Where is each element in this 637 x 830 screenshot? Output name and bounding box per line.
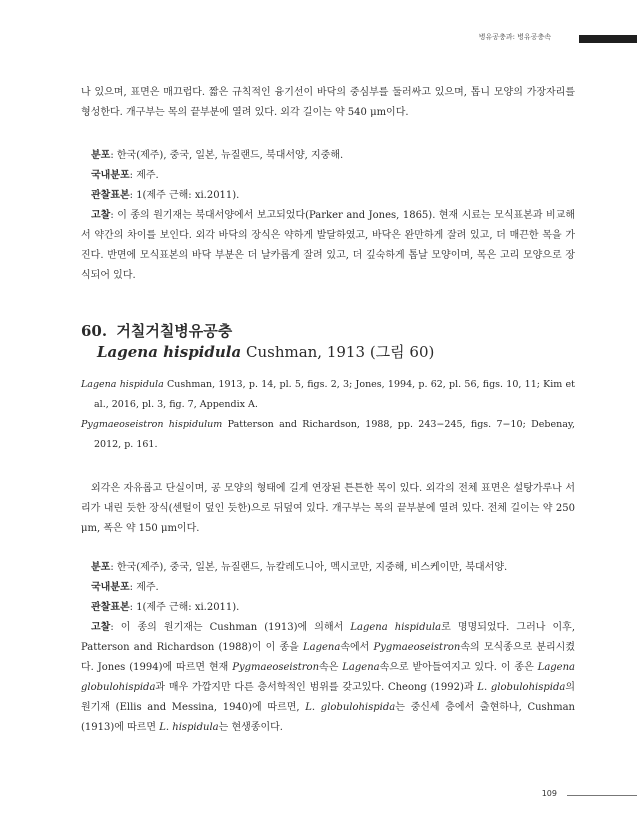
domestic-text: : 제주. (129, 582, 159, 593)
taxon-name: Lagena globulohispida (81, 662, 575, 693)
synonym-name: Pygmaeoseistron hispidulum (81, 419, 223, 430)
species-heading (81, 321, 575, 363)
header-bar (579, 35, 637, 43)
taxon-name: L. globulohispida (477, 682, 566, 693)
taxon-name: Pygmaeoseistron (232, 662, 320, 673)
section-number: 60. (81, 322, 108, 340)
author-year: Cushman, 1913 (245, 343, 366, 361)
taxon-name: L. hispidula (159, 722, 219, 733)
remarks-text: 속에서 (340, 642, 374, 653)
distribution-line (81, 558, 575, 578)
taxon-name: Pygmaeoseistron (373, 642, 461, 653)
specimen-line (81, 598, 575, 618)
specimen-text: : 1(제주 근해: xi.2011). (129, 602, 240, 613)
synonym-citation: Cushman, 1913, p. 14, pl. 5, figs. 2, 3; Jones, 1994, p. 62, pl. 56, figs. 10, 11; Kim et al., 2016, pl. 3, fig. 7, Appendix A. (94, 379, 575, 410)
specimen-text: : 1(제주 근해: xi.2011). (129, 190, 240, 201)
footer-rule (567, 795, 637, 796)
taxon-name: Lagena (303, 642, 341, 653)
intro-text: 나 있으며, 표면은 매끄럽다. 짧은 규칙적인 융기선이 바닥의 중심부를 둘러싸고 있으며, 톱니 모양의 가장자리를 형성한다. 개구부는 목의 끝부분에 열려 있다. 외각 길이는 약 540 μm이다. (81, 87, 575, 118)
specimen-label: 관찰표본 (91, 190, 130, 201)
remarks-text: 속으로 받아들여지고 있다. 이 종은 (379, 662, 538, 673)
specimen-line (81, 186, 575, 206)
page-number: 109 (541, 789, 557, 798)
domestic-label: 국내분포 (91, 582, 130, 593)
intro-paragraph (81, 83, 575, 123)
second-entry-details (81, 558, 575, 738)
domestic-distribution-line (81, 166, 575, 186)
synonym-citation: Patterson and Richardson, 1988, pp. 243−245, figs. 7−10; Debenay, 2012, p. 161. (94, 419, 575, 450)
first-entry-details (81, 146, 575, 286)
section-title (81, 321, 575, 341)
remarks-paragraph (81, 206, 575, 286)
section-subtitle (81, 341, 575, 363)
synonymy-list (81, 375, 575, 455)
remarks-text: 로 명명되었다. 그러나 이후, Patterson and Richardson (1988)이 이 종을 (81, 622, 575, 653)
remarks-label: 고찰 (91, 210, 111, 221)
remarks-text: 의 원기재 (Ellis and Messina, 1940)에 따르면, (81, 682, 575, 713)
taxon-name: Lagena (342, 662, 380, 673)
remarks-text: 는 중신세 층에서 출현하나, Cushman (1913)에 따르면 (81, 702, 576, 733)
synonym-entry (81, 375, 575, 415)
taxon-name: L. globulohispida (305, 702, 396, 713)
domestic-label: 국내분포 (91, 170, 130, 181)
remarks-text: : 이 종의 원기재는 Cushman (1913)에 의해서 (110, 622, 351, 633)
remarks-text: 속의 모식종으로 분리시켰다. Jones (1994)에 따르면 현재 (81, 642, 575, 673)
remarks-text: 과 매우 가깝지만 다른 층서학적인 범위를 갖고있다. Cheong (1992)과 (155, 682, 478, 693)
taxon-name: Lagena hispidula (350, 622, 442, 633)
remarks-paragraph (81, 618, 575, 738)
description-text: 외각은 자유롭고 단실이며, 공 모양의 형태에 길게 연장된 튼튼한 목이 있다. 외각의 전체 표면은 설탕가루나 서리가 내린 듯한 장식(센털이 덮인 듯한)으로 뒤덮여 있다. 개구부는 목의 끝부분에 열려 있다. 전체 길이는 약 250 μm, 폭은 약 150 μm이다. (81, 483, 575, 534)
synonym-name: Lagena hispidula (81, 379, 164, 390)
specimen-label: 관찰표본 (91, 602, 130, 613)
domestic-distribution-line (81, 578, 575, 598)
domestic-text: : 제주. (129, 170, 159, 181)
remarks-text: 속은 (319, 662, 343, 673)
distribution-line (81, 146, 575, 166)
figure-reference: (그림 60) (369, 343, 435, 361)
distribution-label: 분포 (91, 562, 111, 573)
distribution-label: 분포 (91, 150, 111, 161)
distribution-text: : 한국(제주), 중국, 일본, 뉴질랜드, 북대서양, 지중해. (110, 150, 344, 161)
remarks-text: 는 현생종이다. (218, 722, 283, 733)
description-paragraph (81, 479, 575, 539)
scientific-name: Lagena hispidula (97, 343, 242, 361)
remarks-text: : 이 종의 원기재는 북대서양에서 보고되었다(Parker and Jones, 1865). 현재 시료는 모식표본과 비교해서 약간의 차이를 보인다. 외각 바닥의 장식은 약하게 발달하였고, 바닥은 완만하게 잘려 있고, 더 매끈한 목을 가진다. 반면에 모식표본의 바닥 부분은 더 날카롭게 잘려 있고, 더 깊숙하게 톱날 모양이며, 목은 고리 모양으로 장식되어 있다. (81, 210, 575, 281)
remarks-label: 고찰 (91, 622, 111, 633)
korean-name: 거칠거칠병유공충 (116, 322, 233, 340)
synonym-entry (81, 415, 575, 455)
distribution-text: : 한국(제주), 중국, 일본, 뉴질랜드, 뉴칼레도니아, 멕시코만, 지중해, 비스케이만, 북대서양. (110, 562, 508, 573)
running-header: 병유공충과: 병유공충속 (478, 33, 551, 41)
